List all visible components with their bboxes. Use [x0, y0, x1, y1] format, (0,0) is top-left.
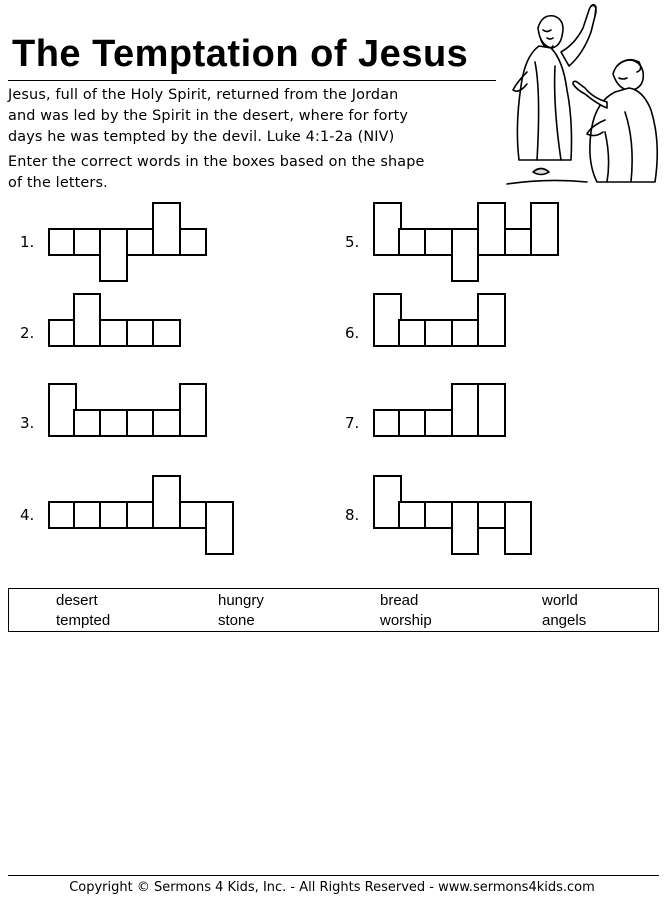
letter-box[interactable]: [424, 409, 453, 437]
letter-box[interactable]: [477, 202, 506, 256]
letter-box[interactable]: [99, 501, 128, 529]
letter-box[interactable]: [451, 228, 480, 282]
puzzle-number: 8.: [345, 506, 360, 524]
page-title: The Temptation of Jesus: [12, 33, 469, 75]
letter-box[interactable]: [530, 202, 559, 256]
puzzle-number: 3.: [20, 414, 35, 432]
word-bank-item: world: [542, 592, 578, 609]
letter-box[interactable]: [126, 228, 155, 256]
instructions-text: [8, 152, 425, 194]
word-bank-item: tempted: [56, 612, 111, 629]
puzzle-number: 1.: [20, 233, 35, 251]
word-bank-item: angels: [542, 612, 587, 629]
letter-box[interactable]: [126, 319, 155, 347]
letter-box[interactable]: [205, 501, 234, 555]
letter-box[interactable]: [398, 319, 427, 347]
letter-box[interactable]: [73, 409, 102, 437]
letter-box[interactable]: [424, 319, 453, 347]
letter-box[interactable]: [398, 409, 427, 437]
puzzle-number: 4.: [20, 506, 35, 524]
letter-box[interactable]: [73, 501, 102, 529]
letter-box[interactable]: [451, 501, 480, 555]
verse-line: and was led by the Spirit in the desert, where for forty: [8, 108, 409, 124]
letter-box[interactable]: [398, 501, 427, 529]
puzzle-number: 7.: [345, 414, 360, 432]
letter-box[interactable]: [451, 319, 480, 347]
letter-box[interactable]: [73, 293, 102, 347]
verse-line: Jesus, full of the Holy Spirit, returned from the Jordan: [8, 87, 399, 103]
letter-box[interactable]: [477, 383, 506, 437]
letter-box[interactable]: [126, 501, 155, 529]
footer-copyright: Copyright © Sermons 4 Kids, Inc. - All Rights Reserved - www.sermons4kids.com: [69, 880, 595, 895]
verse-line: days he was tempted by the devil. Luke 4:1-2a (NIV): [8, 129, 395, 145]
letter-box[interactable]: [73, 228, 102, 256]
letter-box[interactable]: [424, 501, 453, 529]
letter-box[interactable]: [152, 319, 181, 347]
letter-box[interactable]: [179, 383, 208, 437]
word-bank-item: stone: [218, 612, 255, 629]
instructions-line: of the letters.: [8, 175, 108, 191]
footer-divider: [8, 875, 659, 876]
letter-box[interactable]: [424, 228, 453, 256]
letter-box[interactable]: [152, 409, 181, 437]
word-bank: [8, 588, 659, 632]
instructions-line: Enter the correct words in the boxes based on the shape: [8, 154, 425, 170]
letter-box[interactable]: [504, 228, 533, 256]
puzzle-number: 6.: [345, 324, 360, 342]
word-bank-item: worship: [380, 612, 432, 629]
word-bank-item: desert: [56, 592, 98, 609]
letter-box[interactable]: [398, 228, 427, 256]
jesus-and-devil-illustration: [505, 2, 661, 188]
letter-box[interactable]: [179, 228, 208, 256]
word-bank-item: hungry: [218, 592, 264, 609]
verse-text: [8, 85, 408, 148]
letter-box[interactable]: [99, 228, 128, 282]
letter-box[interactable]: [99, 319, 128, 347]
puzzle-number: 5.: [345, 233, 360, 251]
letter-box[interactable]: [451, 383, 480, 437]
letter-box[interactable]: [152, 202, 181, 256]
letter-box[interactable]: [126, 409, 155, 437]
letter-box[interactable]: [477, 501, 506, 529]
letter-box[interactable]: [504, 501, 533, 555]
letter-box[interactable]: [99, 409, 128, 437]
puzzle-number: 2.: [20, 324, 35, 342]
letter-box[interactable]: [477, 293, 506, 347]
title-underline: [8, 80, 496, 81]
letter-box[interactable]: [179, 501, 208, 529]
letter-box[interactable]: [152, 475, 181, 529]
word-bank-item: bread: [380, 592, 419, 609]
